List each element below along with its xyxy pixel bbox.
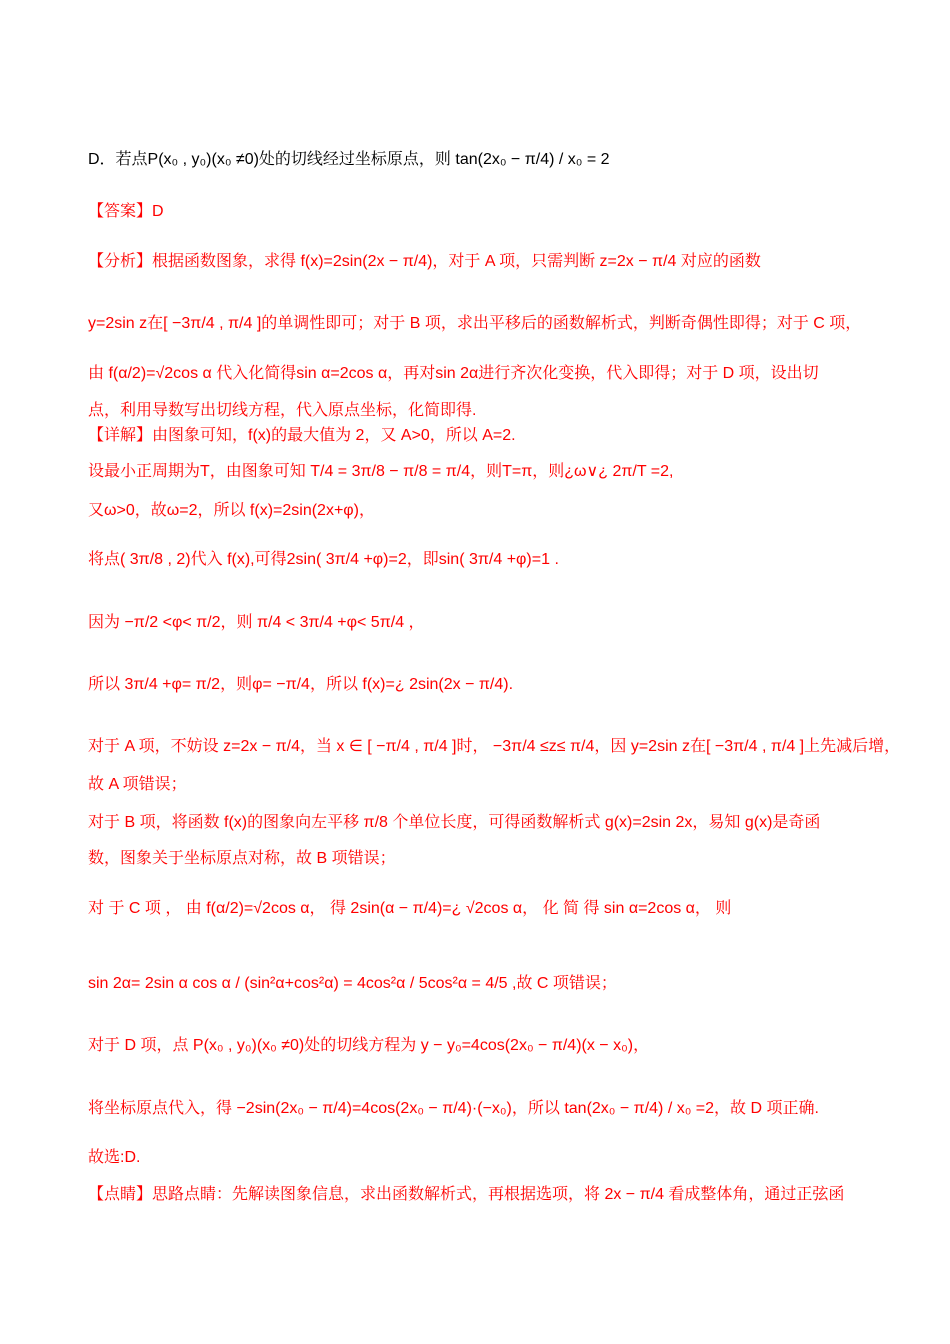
analysis-line: 【分析】根据函数图象，求得 f(x)=2sin(2x − π/4)，对于 A 项，只需判断 z=2x − π/4 对应的函数 — [88, 253, 761, 270]
answer-line: 【答案】D — [88, 203, 164, 220]
option-b-line: 数，图象关于坐标原点对称，故 B 项错误； — [88, 850, 396, 867]
option-c-line: sin 2α= 2sin α cos α / (sin²α+cos²α) = 4cos²α / 5cos²α = 4/5 ,故 C 项错误； — [88, 975, 617, 992]
detail-line: 所以 3π/4 +φ= π/2，则φ= −π/4，所以 f(x)=¿ 2sin(2x − π/4). — [88, 676, 514, 693]
detail-line: 设最小正周期为T，由图象可知 T/4 = 3π/8 − π/8 = π/4，则T=π，则¿ω∨¿ 2π/T =2, — [88, 463, 674, 480]
detail-line: 【详解】由图象可知，f(x)的最大值为 2，又 A>0，所以 A=2. — [88, 427, 516, 444]
option-d-solution-line: 对于 D 项，点 P(x₀ , y₀)(x₀ ≠0)处的切线方程为 y − y₀=4cos(2x₀ − π/4)(x − x₀)， — [88, 1037, 650, 1054]
analysis-line: 点，利用导数写出切线方程，代入原点坐标，化简即得. — [88, 402, 477, 419]
option-d-solution-line: 将坐标原点代入，得 −2sin(2x₀ − π/4)=4cos(2x₀ − π/4)·(−x₀)，所以 tan(2x₀ − π/4) / x₀ =2，故 D 项正确. — [88, 1100, 819, 1117]
option-c-line: 对 于 C 项 ， 由 f(α/2)=√2cos α， 得 2sin(α − π/4)=¿ √2cos α， 化 简 得 sin α=2cos α， 则 — [88, 900, 732, 917]
option-d-statement: D．若点P(x₀ , y₀)(x₀ ≠0)处的切线经过坐标原点，则 tan(2x₀ − π/4) / x₀ = 2 — [88, 151, 610, 168]
detail-line: 因为 −π/2 <φ< π/2，则 π/4 < 3π/4 +φ< 5π/4 ， — [88, 614, 425, 631]
analysis-line: y=2sin z在[ −3π/4 , π/4 ]的单调性即可；对于 B 项，求出平移后的函数解析式，判断奇偶性即得；对于 C 项， — [88, 315, 862, 332]
detail-line: 将点( 3π/8 , 2)代入 f(x),可得2sin( 3π/4 +φ)=2，即sin( 3π/4 +φ)=1 . — [88, 551, 559, 568]
option-a-line: 对于 A 项，不妨设 z=2x − π/4，当 x ∈ [ −π/4 , π/4 ]时， −3π/4 ≤z≤ π/4，因 y=2sin z在[ −3π/4 , π/4 ]上先减后增， — [88, 738, 901, 755]
analysis-line: 由 f(α/2)=√2cos α 代入化简得sin α=2cos α，再对sin 2α进行齐次化变换，代入即得；对于 D 项，设出切 — [88, 365, 819, 382]
option-b-line: 对于 B 项，将函数 f(x)的图象向左平移 π/8 个单位长度，可得函数解析式 g(x)=2sin 2x，易知 g(x)是奇函 — [88, 814, 821, 831]
option-a-line: 故 A 项错误； — [88, 776, 187, 793]
choose-line: 故选:D. — [88, 1149, 141, 1166]
detail-line: 又ω>0，故ω=2，所以 f(x)=2sin(2x+φ)， — [88, 502, 375, 519]
comment-line: 【点睛】思路点睛：先解读图象信息，求出函数解析式，再根据选项，将 2x − π/4 看成整体角，通过正弦函 — [88, 1186, 845, 1203]
